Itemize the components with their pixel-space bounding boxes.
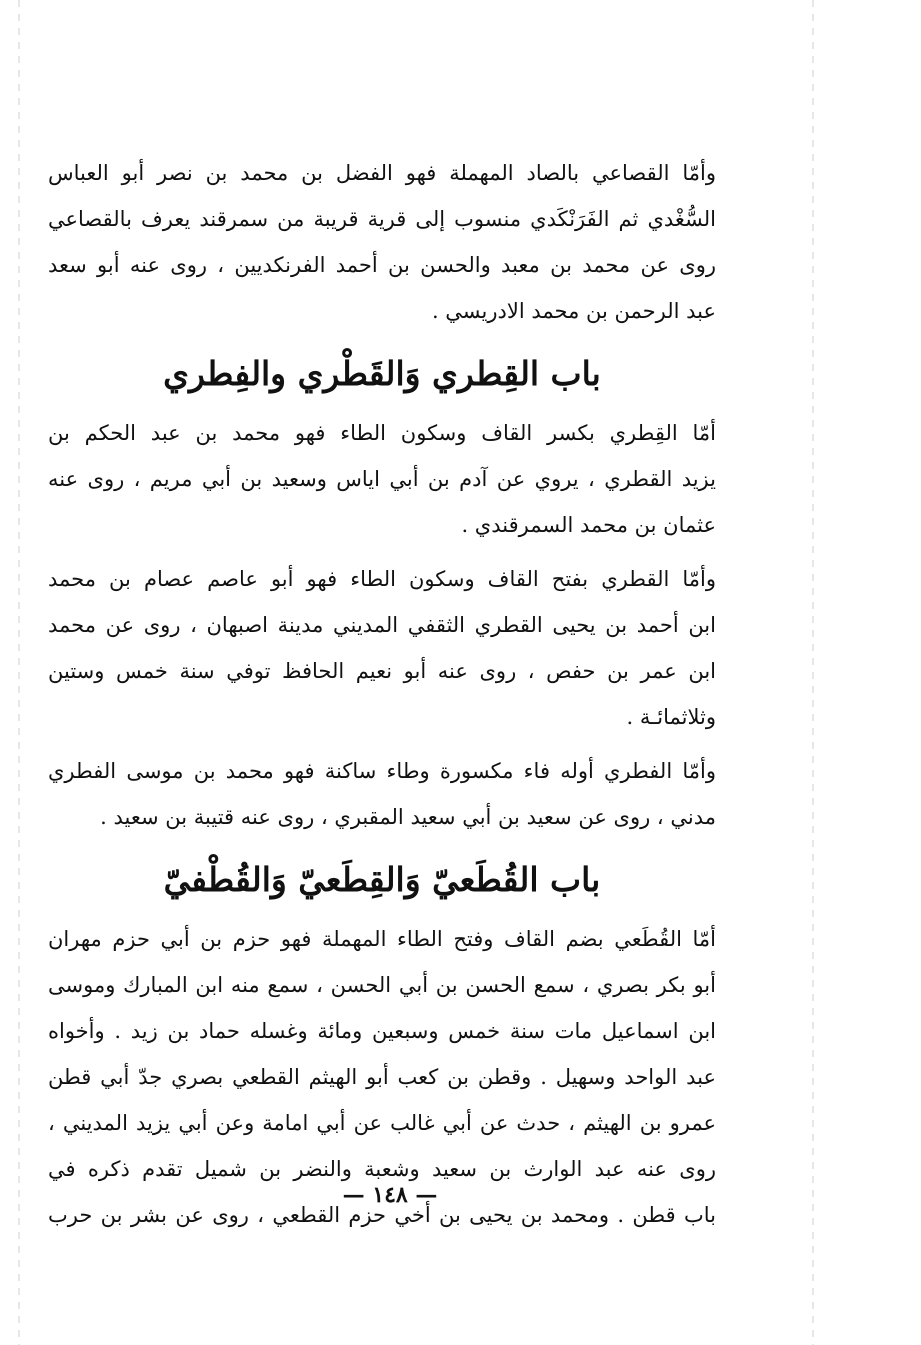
section-heading: باب القِطري وَالقَطْري والفِطري <box>163 354 601 393</box>
text-line: أمّا القُطَعي بضم القاف وفتح الطاء المهملة فهو حزم بن أبي حزم مهران <box>48 927 716 951</box>
text-line: وأمّا الفطري أوله فاء مكسورة وطاء ساكنة فهو محمد بن موسى الفطري <box>48 759 716 783</box>
document-page <box>48 150 716 1238</box>
text-line: مدني ، روى عن سعيد بن أبي سعيد المقبري ، روى عنه قتيبة بن سعيد . <box>100 805 716 829</box>
text-line: روى عن محمد بن معبد والحسن بن أحمد الفرنكديين ، روى عنه أبو سعد <box>48 253 716 277</box>
text-line: ابن عمر بن حفص ، روى عنه أبو نعيم الحافظ توفي سنة خمس وستين <box>48 659 716 683</box>
page-edge-dots-right <box>812 0 814 1345</box>
text-line: يزيد القطري ، يروي عن آدم بن أبي اياس وسعيد بن أبي مريم ، روى عنه <box>48 467 716 491</box>
text-line: السُّغْدي ثم الفَرَنْكَدي منسوب إلى قرية قريبة من سمرقند يعرف بالقصاعي <box>48 207 716 231</box>
paragraph-fitri <box>48 748 716 840</box>
page-edge-dots-left <box>18 0 20 1345</box>
section-heading: باب القُطَعيّ وَالقِطَعيّ وَالقُطْفيّ <box>163 860 601 899</box>
text-line: أمّا القِطري بكسر القاف وسكون الطاء فهو محمد بن عبد الحكم بن <box>48 421 716 445</box>
text-line: وأمّا القصاعي بالصاد المهملة فهو الفضل بن محمد بن نصر أبو العباس <box>48 161 716 185</box>
text-line: عثمان بن محمد السمرقندي . <box>461 513 716 537</box>
paragraph-qassai <box>48 150 716 334</box>
text-line: روى عنه عبد الوارث بن سعيد وشعبة والنضر بن شميل تقدم ذكره في <box>48 1157 716 1181</box>
text-line: عمرو بن الهيثم ، حدث عن أبي غالب عن أبي امامة وعن أبي يزيد المديني ، <box>48 1111 716 1135</box>
text-line: ابن اسماعيل مات سنة خمس وسبعين ومائة وغسله حماد بن زيد . وأخواه <box>48 1019 716 1043</box>
paragraph-qatri <box>48 556 716 740</box>
text-line: عبد الواحد وسهيل . وقطن بن كعب أبو الهيثم القطعي بصري جدّ أبي قطن <box>48 1065 716 1089</box>
text-line: ابن أحمد بن يحيى القطري الثقفي المديني مدينة اصبهان ، روى عن محمد <box>48 613 716 637</box>
text-line: باب قطن . ومحمد بن يحيى بن أخي حزم القطعي ، روى عن بشر بن حرب <box>48 1203 716 1227</box>
text-line: وثلاثمائـة . <box>626 705 716 729</box>
text-line: أبو بكر بصري ، سمع الحسن بن أبي الحسن ، سمع منه ابن المبارك وموسى <box>48 973 716 997</box>
paragraph-qitri <box>48 410 716 548</box>
text-line: وأمّا القطري بفتح القاف وسكون الطاء فهو أبو عاصم عصام بن محمد <box>48 567 716 591</box>
page-number: — ١٤٨ — <box>342 1182 438 1208</box>
text-line: عبد الرحمن بن محمد الادريسي . <box>431 299 716 323</box>
